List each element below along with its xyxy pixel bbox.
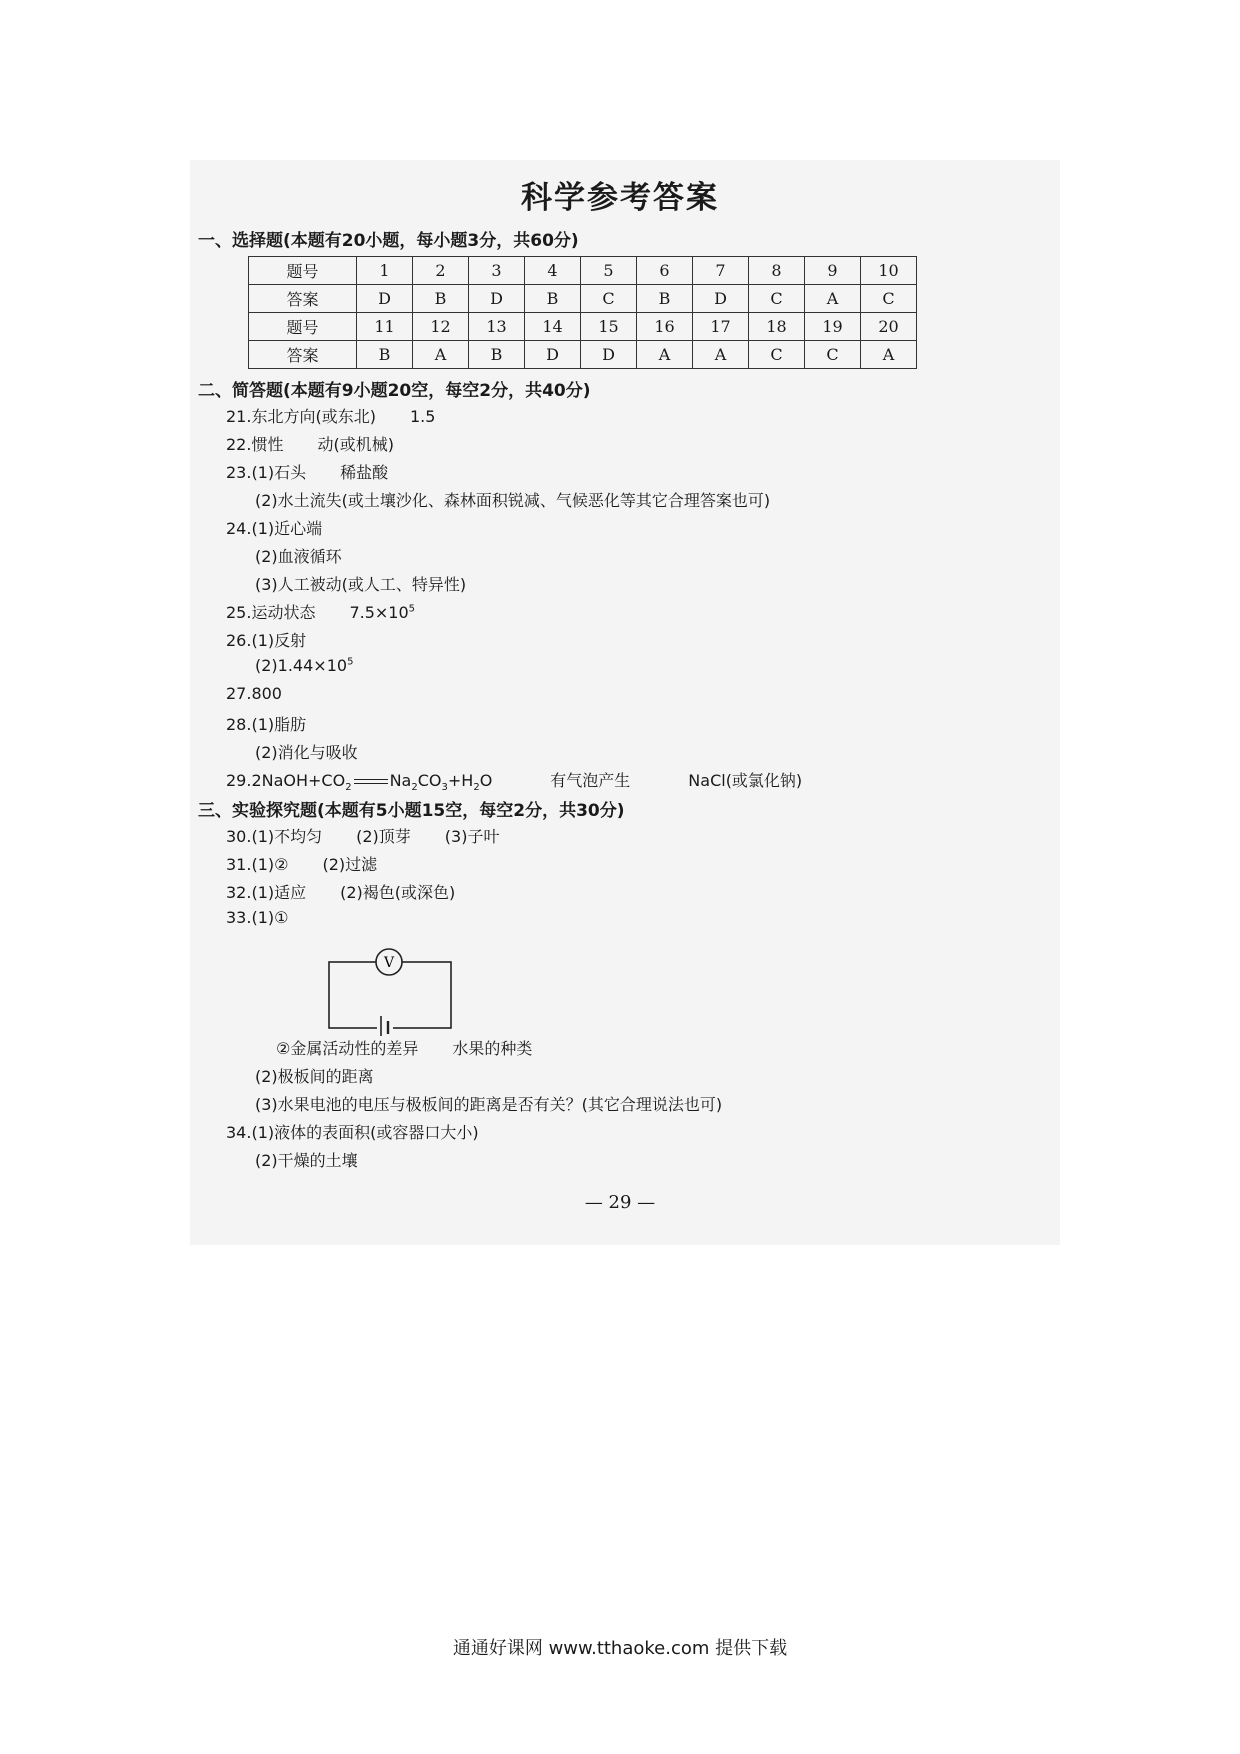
- table-row: [249, 341, 917, 369]
- table-row: [249, 313, 917, 341]
- answer-21: 21.东北方向(或东北) 1.5: [226, 407, 436, 426]
- section1-heading: 一、选择题(本题有20小题，每小题3分，共60分): [198, 231, 579, 251]
- table-cell: B: [413, 285, 469, 313]
- section3-heading: 三、实验探究题(本题有5小题15空，每空2分，共30分): [198, 801, 625, 821]
- answer-26-2: $(2)1.44\times 10^5$: [255, 656, 354, 675]
- battery-gap: [377, 1018, 393, 1036]
- table-cell: 16: [637, 313, 693, 341]
- answer-29: $29.2NaOH+CO_2$ $Na_2CO_3+H_2O$ 有气泡产生 NaCl(或氯化钠): [226, 771, 803, 794]
- table-cell: D: [525, 341, 581, 369]
- equals-sign: [354, 779, 388, 784]
- table-cell: 10: [861, 257, 917, 285]
- table-row-label: 题号: [249, 257, 357, 285]
- table-cell: 5: [581, 257, 637, 285]
- table-cell: D: [357, 285, 413, 313]
- answer-23-1: 23.(1)石头 稀盐酸: [226, 463, 389, 482]
- page-title: 科学参考答案: [521, 180, 719, 216]
- table-cell: C: [805, 341, 861, 369]
- answer-25: 25.运动状态 $7.5\times 10^5$: [226, 603, 416, 622]
- answer-23-2: (2)水土流失(或土壤沙化、森林面积锐减、气候恶化等其它合理答案也可): [255, 491, 771, 510]
- table-cell: B: [525, 285, 581, 313]
- table-cell: 12: [413, 313, 469, 341]
- answer-24-1: 24.(1)近心端: [226, 519, 323, 538]
- table-cell: 19: [805, 313, 861, 341]
- table-cell: 4: [525, 257, 581, 285]
- table-cell: 20: [861, 313, 917, 341]
- voltmeter-circuit-diagram: [327, 948, 463, 1036]
- table-cell: A: [637, 341, 693, 369]
- answer-33-1: 33.(1)①: [226, 908, 289, 927]
- table-row: [249, 257, 917, 285]
- table-row-label: 题号: [249, 313, 357, 341]
- table-cell: 7: [693, 257, 749, 285]
- answer-31: 31.(1)② (2)过滤: [226, 855, 378, 874]
- table-cell: 11: [357, 313, 413, 341]
- answer-34-2: (2)干燥的土壤: [255, 1151, 358, 1170]
- table-cell: B: [357, 341, 413, 369]
- table-cell: 15: [581, 313, 637, 341]
- table-cell: A: [693, 341, 749, 369]
- section2-heading: 二、简答题(本题有9小题20空，每空2分，共40分): [198, 381, 591, 401]
- table-cell: B: [469, 341, 525, 369]
- table-cell: A: [413, 341, 469, 369]
- table-cell: 14: [525, 313, 581, 341]
- answer-24-3: (3)人工被动(或人工、特异性): [255, 575, 467, 594]
- answer-33-1-b: ②金属活动性的差异 水果的种类: [276, 1039, 533, 1058]
- table-cell: 17: [693, 313, 749, 341]
- answer-24-2: (2)血液循环: [255, 547, 342, 566]
- answer-26-1: 26.(1)反射: [226, 631, 307, 650]
- answer-28-2: (2)消化与吸收: [255, 743, 358, 762]
- answer-33-2: (2)极板间的距离: [255, 1067, 374, 1086]
- table-cell: 2: [413, 257, 469, 285]
- answer-table: [248, 256, 917, 369]
- table-cell: C: [749, 285, 805, 313]
- table-cell: D: [469, 285, 525, 313]
- page-number: — 29 —: [584, 1192, 656, 1213]
- table-cell: 8: [749, 257, 805, 285]
- table-cell: 3: [469, 257, 525, 285]
- table-cell: B: [637, 285, 693, 313]
- footer-download-note: 通通好课网 www.tthaoke.com 提供下载: [452, 1638, 788, 1659]
- table-cell: D: [581, 341, 637, 369]
- table-cell: 6: [637, 257, 693, 285]
- table-cell: 1: [357, 257, 413, 285]
- table-cell: 18: [749, 313, 805, 341]
- table-cell: 9: [805, 257, 861, 285]
- table-cell: 13: [469, 313, 525, 341]
- answer-27: 27.800: [226, 684, 282, 703]
- table-cell: D: [693, 285, 749, 313]
- table-cell: C: [581, 285, 637, 313]
- answer-28-1: 28.(1)脂肪: [226, 715, 307, 734]
- answer-34-1: 34.(1)液体的表面积(或容器口大小): [226, 1123, 479, 1142]
- table-row-label: 答案: [249, 285, 357, 313]
- table-cell: A: [861, 341, 917, 369]
- answer-33-3: (3)水果电池的电压与极板间的距离是否有关？(其它合理说法也可): [255, 1095, 723, 1114]
- table-cell: C: [861, 285, 917, 313]
- table-row: [249, 285, 917, 313]
- table-row-label: 答案: [249, 341, 357, 369]
- answer-22: 22.惯性 动(或机械): [226, 435, 394, 454]
- table-cell: A: [805, 285, 861, 313]
- answer-32: 32.(1)适应 (2)褐色(或深色): [226, 883, 456, 902]
- voltmeter-label: V: [383, 955, 395, 971]
- answer-30: 30.(1)不均匀 (2)顶芽 (3)子叶: [226, 827, 500, 846]
- table-cell: C: [749, 341, 805, 369]
